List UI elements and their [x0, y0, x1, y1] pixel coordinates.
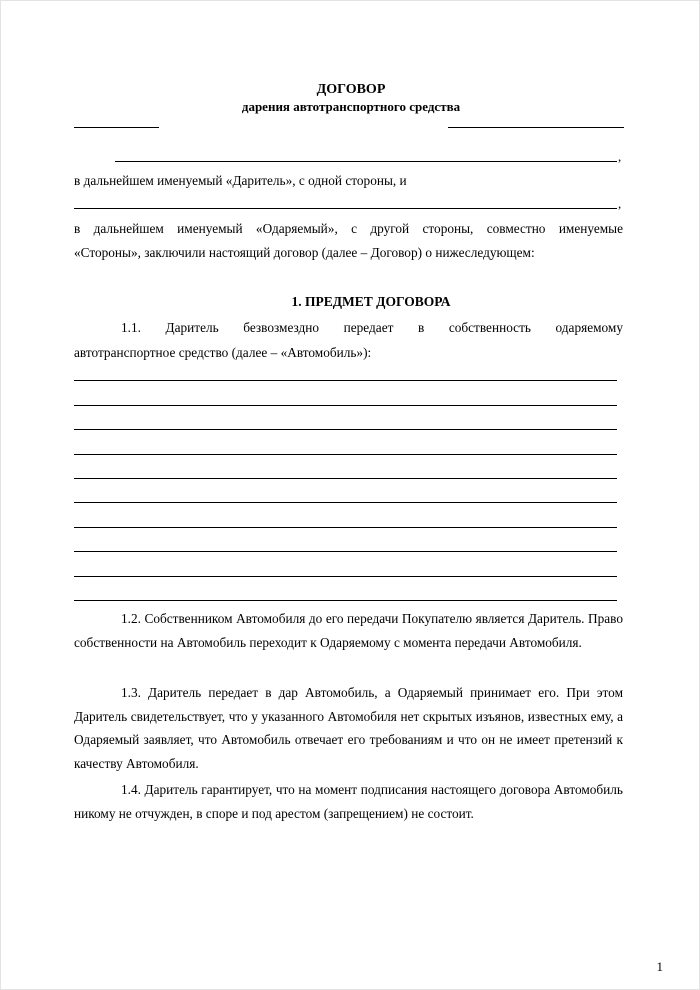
- recipient-description-line-2: «Стороны», заключили настоящий договор (далее – Договор) о нижеследующем:: [74, 245, 535, 260]
- vehicle-description-line: [74, 380, 617, 381]
- recipient-name-blank-line: [74, 208, 617, 209]
- clause-1-3: 1.3. Даритель передает в дар Автомобиль, а Одаряемый принимает его. При этом Даритель свидетельствует, что у указанного Автомобиля нет скрытых изъянов, известных ему, а Одаряемый заявляет, что Автомобиль отвечает его требованиям и что он не имеет претензий к качеству Автомобиля.: [74, 685, 623, 771]
- donor-name-blank-line: [115, 161, 617, 162]
- place-blank-line: [74, 127, 159, 128]
- vehicle-description-line: [74, 429, 617, 430]
- vehicle-description-line: [74, 454, 617, 455]
- section-1-heading: 1. ПРЕДМЕТ ДОГОВОРА: [291, 294, 451, 309]
- donor-line-comma: ,: [618, 149, 622, 164]
- vehicle-description-line: [74, 551, 617, 552]
- date-blank-line: [448, 127, 624, 128]
- vehicle-description-line: [74, 502, 617, 503]
- clause-1-2: 1.2. Собственником Автомобиля до его передачи Покупателю является Даритель. Право собственности на Автомобиль переходит к Одаряемому с момента передачи Автомобиля.: [74, 611, 623, 650]
- vehicle-description-line: [74, 478, 617, 479]
- recipient-description-line-1: в дальнейшем именуемый «Одаряемый», с другой стороны, совместно именуемые: [74, 221, 623, 236]
- vehicle-description-line: [74, 405, 617, 406]
- vehicle-description-line: [74, 576, 617, 577]
- vehicle-description-line: [74, 527, 617, 528]
- recipient-line-comma: ,: [618, 196, 622, 211]
- vehicle-description-line: [74, 600, 617, 601]
- clause-1-4: 1.4. Даритель гарантирует, что на момент подписания настоящего договора Автомобиль никому не отчужден, в споре и под арестом (запрещением) не состоит.: [74, 782, 623, 821]
- clause-1-1-line-2: автотранспортное средство (далее – «Автомобиль»):: [74, 345, 372, 360]
- page-number: 1: [656, 959, 663, 974]
- document-title: ДОГОВОР: [316, 82, 386, 97]
- document-subtitle: дарения автотранспортного средства: [241, 99, 461, 114]
- donor-description: в дальнейшем именуемый «Даритель», с одной стороны, и: [74, 173, 407, 188]
- clause-1-1-line-1: 1.1. Даритель безвозмездно передает в собственность одаряемому: [121, 320, 623, 335]
